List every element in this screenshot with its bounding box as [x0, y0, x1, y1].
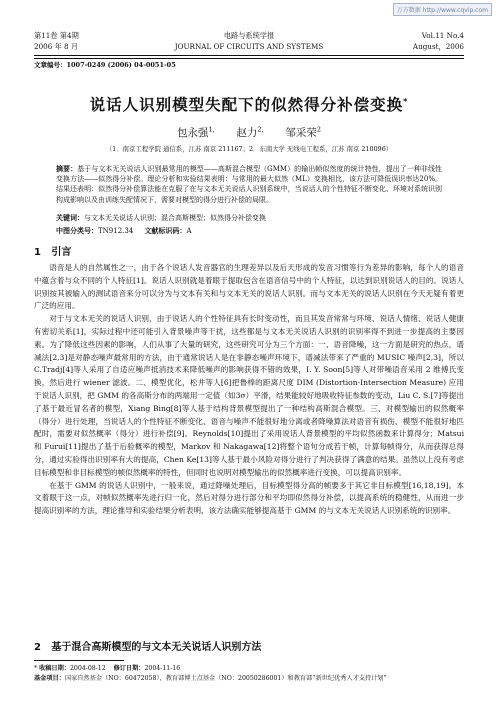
classification: [56, 226, 442, 236]
abstract-text: 基于与文本无关说话人识别最常用的模型——高斯混合模型（GMM）的输出帧似然度的统计特性，提出了一种非线性变换方法——似然得分补偿。理论分析和实验结果表明：与常用的最大似然（ML）变换相比，该方法可降低误识率达20%。结果还表明：似然得分补偿算法能在克服了在与文本无关说话人识别系统中，当说话人的个性特征不断变化、环境对系统识别构成影响以及由训练失配情况下，需要对模型的得分进行补偿的局限。: [56, 165, 442, 204]
abstract-label: 摘要：: [56, 165, 78, 173]
paragraph: 语音是人的自然属性之一，由于各个说话人发音器官的生理差异以及后天形成的发音习惯等行为差异的影响，每个人的语音中蕴含着与众不同的个人特征[1]。说话人识别就是着眼于提取包含在语音信号中的个人特征，以达到识别说话人的目的。说话人识别按其被输入的测试语音来分可以分为与文本有关和与文本无关的说话人识别。而与文本无关的说话人识别在今天无疑有着更广泛的应用。: [34, 263, 464, 311]
journal-name-en: JOURNAL OF CIRCUITS AND SYSTEMS: [174, 42, 324, 51]
revised-date: 2004-11-16: [144, 665, 181, 672]
article-number: 文章编号：1007-0249 (2006) 04-0051-05: [34, 61, 176, 69]
watermark-stamp: 万方数据 http://www.cqvip.com: [393, 3, 492, 16]
abstract: [56, 164, 442, 205]
fund-text: 国家自然基金（NO：60472058），教育部博士点基金（NO：20050286001）和教育部“新世纪优秀人才支持计划”: [64, 675, 387, 682]
journal-name-cn: 电路与系统学报: [223, 31, 275, 40]
author: 包永强$^{1,}$: [176, 125, 220, 139]
issue-date-cn: 2006 年 8 月: [34, 42, 79, 51]
section-heading-1: 1 引言: [34, 247, 72, 258]
paper-title: 说话人识别模型失配下的似然得分补偿变换*: [89, 96, 409, 114]
classification-value: TN912.34: [98, 227, 134, 235]
journal-header: [34, 30, 464, 52]
header-rule-thin: [34, 58, 464, 59]
paragraph: 对于与文本无关的说话人识别，由于说话人的个性特征具有长时变动性，而且其发音常常与环境、说话人情绪、说话人健康有密切关系[1]，实际过程中还可能引入背景噪声等干扰，这些都是与文本无关说话人识别的识别率得不到进一步提高的主要因素。为了降低这些因素的影响，人们从事了大量的研究，这些研究可分为三个方面：一、语音降噪，这一方面是研究的热点，谱减法[2,3]是对静态噪声最常用的方法，由于通常说话人是在非静态噪声环境下，谱减法带来了严重的 MUSIC 噪声[2,3]，所以 C.Tradj[4]等人采用了自适应噪声抵消技术来降低噪声的影响获得不错的效果，I. Y. Soon[5]等人对带噪语音采用 2 维傅氏变换，然后进行 wiener 滤波。二、模型优化，松井等人[6]把鲁棒的距离尺度 DIM (Distortion-Intersection Measure) 应用于说话人识别，把 GMM 的各高斯分布的两端用一定值（如3σ）平滑，结果能较好地吸收特征参数的变动，Liu C. S.[7]等提出了基于最近冒名者的模型，Xiang Bing[8]等人基于结构背景模型提出了一种结构高斯混合模型。三、对模型输出的似然概率（得分）进行处理，当说话人的个性特征不断变化、语音与噪声不能很好地分离或者降噪算法对语音有损伤、模型不能很好地匹配时，需要对似然概率（得分）进行补偿[9]。Reynolds[10]提出了采用说话人背景模型的平均似然函数来计算得分；Matsui 和 Furui[11]提出了基于后验概率的模型，Markov 和 Nakagawa[12]将整个语句分成若干帧，计算每帧得分，从而获得总得分，通过实验得出识别率有大的提高，Chen Ke[13]等人基于最小风险对得分进行了判决获得了满意的结果。虽然以上没有考虑目标模型和非目标模型的帧似然概率的特性，但同时也说明对模型输出的似然概率进行变换，可以提高识别率。: [34, 314, 464, 477]
header-rule-thick: [34, 55, 464, 56]
footnote: * 收稿日期：2004-08-12 修订日期：2004-11-16 基金项目：国家自然基金（NO：60472058），教育部博士点基金（NO：20050286001）和教育部“新世纪优秀人才支持计划”: [34, 665, 387, 682]
title-footnote-mark: *: [403, 96, 409, 106]
keywords: [56, 213, 442, 223]
issue-date-en: August，2006: [412, 42, 464, 51]
author-list: [34, 124, 464, 140]
footnote-rule: [34, 660, 124, 661]
received-label: 收稿日期：: [39, 665, 70, 672]
author: 邹采荣$^2$: [285, 125, 322, 139]
classification-label: 中图分类号：: [56, 227, 98, 235]
issue-info: 第11卷 第4期: [34, 31, 79, 40]
volume-info: Vol.11 No.4: [421, 31, 464, 40]
keywords-text: 与文本无关说话人识别；混合高斯模型；似然得分补偿变换: [84, 214, 266, 222]
received-date: 2004-08-12: [70, 665, 106, 672]
affiliation: （1．南京工程学院 通信系，江苏 南京 211167；2．东南大学 无线电工程系，江苏 南京 210096）: [105, 145, 393, 153]
author: 赵力$^{2,}$: [236, 125, 269, 139]
doc-code-value: A: [186, 227, 192, 235]
paragraph: 在基于 GMM 的说话人识别中，一般来说，通过降噪处理后，目标模型得分高的帧要多于其它非目标模型[16,18,19]。本文着眼于这一点，对帧似然概率先进行归一化，然后对得分进行部分和平均即似然得分补偿，以提高系统的稳健性，从而进一步提高识别率的方法，理论推导和实验结果分析表明，该方法确实能够提高基于 GMM 的与文本无关说话人识别系统的识别率。: [34, 480, 464, 516]
section-heading-2: 2 基于混合高斯模型的与文本无关说话人识别方法: [34, 642, 262, 653]
section-1-body: [34, 262, 464, 518]
keywords-label: 关键词：: [56, 214, 84, 222]
fund-label: 基金项目：: [34, 675, 65, 682]
revised-label: 修订日期：: [113, 665, 145, 672]
doc-code-label: 文献标识码：: [144, 227, 187, 235]
